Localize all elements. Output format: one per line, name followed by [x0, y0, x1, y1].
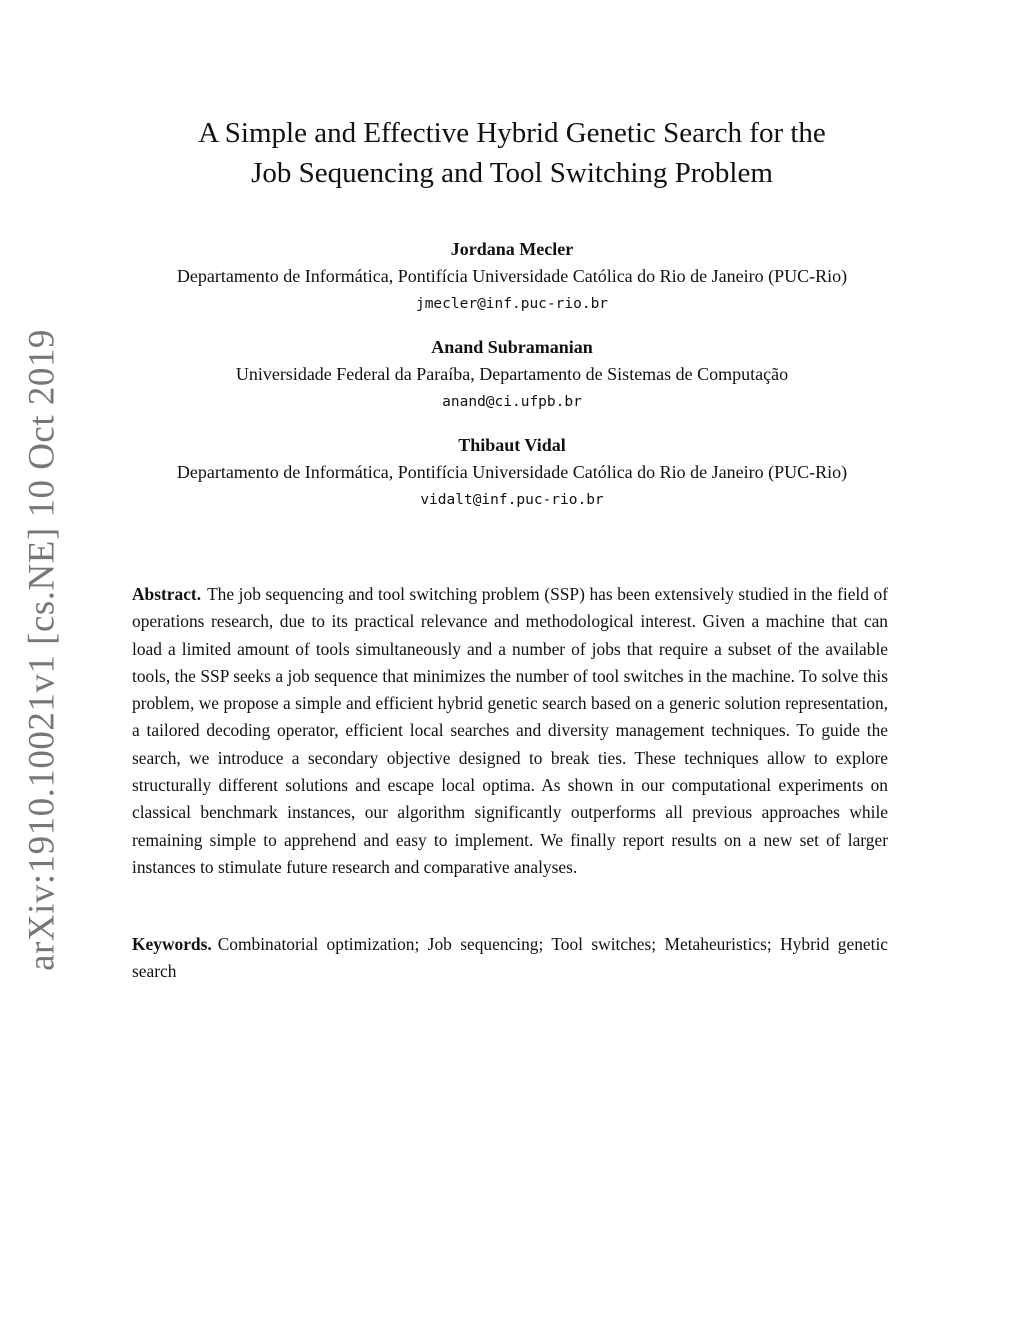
abstract-paragraph	[132, 581, 888, 881]
author-name: Thibaut Vidal	[458, 435, 566, 455]
paper-title-line-2: Job Sequencing and Tool Switching Problem	[251, 157, 773, 189]
paper-title-line-1: A Simple and Effective Hybrid Genetic Search for the	[198, 117, 826, 149]
author-block-3	[112, 432, 912, 514]
author-email: vidalt@inf.puc-rio.br	[420, 492, 604, 508]
author-block-1	[112, 236, 912, 318]
author-affiliation: Departamento de Informática, Pontifícia Universidade Católica do Rio de Janeiro (PUC-Rio)	[176, 462, 848, 482]
author-name: Anand Subramanian	[431, 337, 593, 357]
author-email: anand@ci.ufpb.br	[442, 394, 582, 410]
abstract-text: The job sequencing and tool switching problem (SSP) has been extensively studied in the field of operations research, due to its practical relevance and methodological interest. Given a machine that can load a limited amount of tools simultaneously and a number of jobs that require a subset of the available tools, the SSP seeks a job sequence that minimizes the number of tool switches in the machine. To solve this problem, we propose a simple and efficient hybrid genetic search based on a generic solution representation, a tailored decoding operator, efficient local searches and diversity management techniques. To guide the search, we introduce a secondary objective designed to break ties. These techniques allow to explore structurally different solutions and escape local optima. As shown in our computational experiments on classical benchmark instances, our algorithm significantly outperforms all previous approaches while remaining simple to apprehend and easy to implement. We finally report results on a new set of larger instances to stimulate future research and comparative analyses.	[132, 584, 888, 877]
paper-title	[112, 113, 912, 193]
author-email: jmecler@inf.puc-rio.br	[415, 296, 609, 312]
arxiv-identifier-text: arXiv:1910.10021v1 [cs.NE] 10 Oct 2019	[21, 329, 63, 971]
keywords-label: Keywords.	[132, 934, 212, 954]
author-affiliation: Universidade Federal da Paraíba, Departamento de Sistemas de Computação	[235, 364, 789, 384]
author-name: Jordana Mecler	[450, 239, 574, 259]
keywords-text: Combinatorial optimization; Job sequencing; Tool switches; Metaheuristics; Hybrid genetic search	[132, 934, 888, 982]
abstract-label: Abstract.	[132, 584, 202, 604]
keywords-paragraph	[132, 931, 888, 986]
author-block-2	[112, 334, 912, 416]
author-affiliation: Departamento de Informática, Pontifícia Universidade Católica do Rio de Janeiro (PUC-Rio)	[176, 266, 848, 286]
